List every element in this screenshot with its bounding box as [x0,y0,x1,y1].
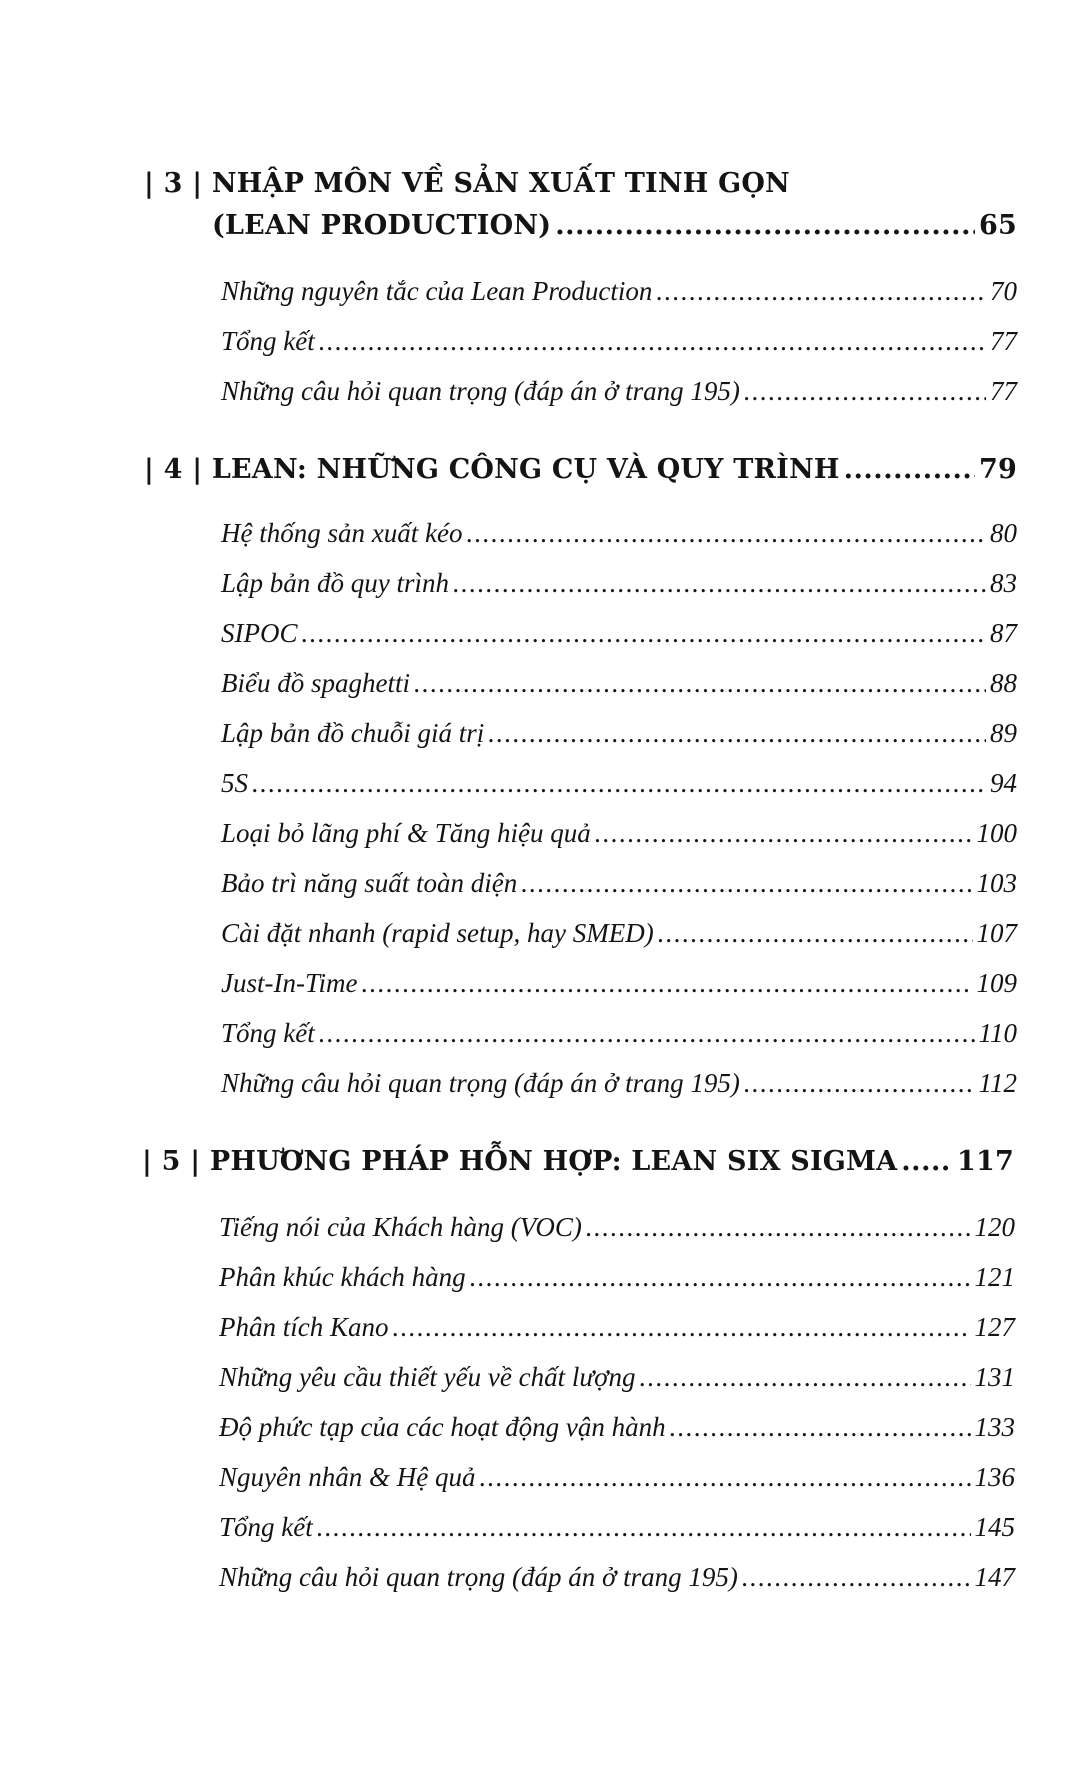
entry-label: Những câu hỏi quan trọng (đáp án ở trang 195) [221,1068,740,1098]
dot-leader [521,868,972,899]
toc-entry [221,276,1017,307]
toc-entry [221,518,1017,549]
dot-leader [555,210,975,241]
toc-entry [219,1312,1015,1343]
chapter-title: PHƯƠNG PHÁP HỖN HỢP: LEAN SIX SIGMA [209,1146,898,1177]
toc-entry [221,918,1017,949]
entry-label: Phân tích Kano [219,1312,389,1342]
chapter-heading [142,1146,1014,1177]
entry-label: Lập bản đồ chuỗi giá trị [221,718,485,748]
chapter-page-number: 79 [979,454,1017,485]
dot-leader [302,618,987,649]
entry-page-number: 109 [976,968,1017,998]
entry-page-number: 121 [974,1262,1015,1292]
dot-leader [586,1212,971,1243]
entry-label: 5S [221,768,248,798]
entry-label: Biểu đồ spaghetti [221,668,410,698]
entry-page-number: 87 [990,618,1017,648]
entry-label: Nguyên nhân & Hệ quả [219,1462,476,1492]
dot-leader [742,1562,971,1593]
dot-leader [317,1512,971,1543]
dot-leader [466,518,986,549]
dot-leader [488,718,986,749]
entry-page-number: 112 [978,1068,1017,1098]
dot-leader [901,1146,953,1177]
entry-label: Lập bản đồ quy trình [221,568,450,598]
entry-label: Những câu hỏi quan trọng (đáp án ở trang 195) [219,1562,738,1592]
toc-entry [221,868,1017,899]
entry-label: Những yêu cầu thiết yếu về chất lượng [219,1362,636,1392]
entry-page-number: 77 [990,376,1017,406]
toc-entry [221,1018,1017,1049]
chapter-heading [144,454,1017,485]
entry-page-number: 94 [990,768,1017,798]
dot-leader [670,1412,971,1443]
toc-entry [219,1562,1015,1593]
dot-leader [658,918,973,949]
chapter-title: NHẬP MÔN VỀ SẢN XUẤT TINH GỌN [211,168,790,199]
toc-entry [221,718,1017,749]
toc-entry [219,1212,1015,1243]
dot-leader [470,1262,971,1293]
dot-leader [639,1362,970,1393]
entry-label: Hệ thống sản xuất kéo [221,518,463,548]
entry-label: Tổng kết [219,1512,313,1542]
dot-leader [453,568,986,599]
dot-leader [393,1312,971,1343]
toc-entry [221,568,1017,599]
entry-page-number: 127 [974,1312,1015,1342]
entry-page-number: 88 [990,668,1017,698]
entry-page-number: 136 [974,1462,1015,1492]
dot-leader [744,376,986,407]
dot-leader [479,1462,970,1493]
entry-label: Những nguyên tắc của Lean Production [221,276,653,306]
entry-label: Tiếng nói của Khách hàng (VOC) [219,1212,582,1242]
dot-leader [844,454,975,485]
entry-label: Phân khúc khách hàng [219,1262,466,1292]
toc-entry [219,1512,1015,1543]
chapter-number: | 5 | [142,1146,201,1177]
toc-entry [219,1462,1015,1493]
toc-entry [221,376,1017,407]
entry-label: Loại bỏ lãng phí & Tăng hiệu quả [221,818,591,848]
entry-page-number: 120 [974,1212,1015,1242]
dot-leader [319,1018,975,1049]
entry-page-number: 145 [974,1512,1015,1542]
dot-leader [595,818,973,849]
toc-entry [219,1412,1015,1443]
entry-page-number: 70 [990,276,1017,306]
entry-label: Tổng kết [221,326,315,356]
entry-page-number: 133 [974,1412,1015,1442]
entry-page-number: 100 [976,818,1017,848]
entry-label: Những câu hỏi quan trọng (đáp án ở trang 195) [221,376,740,406]
chapter-number: | 3 | [144,168,203,199]
chapter-number: | 4 | [144,454,203,485]
toc-entry [221,768,1017,799]
dot-leader [656,276,986,307]
entry-page-number: 107 [976,918,1017,948]
dot-leader [252,768,986,799]
entry-label: Bảo trì năng suất toàn diện [221,868,518,898]
toc-entry [221,1068,1017,1099]
dot-leader [414,668,986,699]
entry-page-number: 103 [976,868,1017,898]
entry-page-number: 77 [990,326,1017,356]
toc-entry [219,1362,1015,1393]
toc-entry [221,818,1017,849]
entry-page-number: 83 [990,568,1017,598]
entry-page-number: 110 [978,1018,1017,1048]
entry-label: Độ phức tạp của các hoạt động vận hành [219,1412,666,1442]
dot-leader [319,326,986,357]
chapter-page-number: 65 [979,210,1017,241]
dot-leader [744,1068,975,1099]
entry-page-number: 89 [990,718,1017,748]
chapter-heading-continuation [212,210,1017,241]
chapter-title: LEAN: NHỮNG CÔNG CỤ VÀ QUY TRÌNH [211,454,840,485]
dot-leader [361,968,972,999]
entry-page-number: 131 [974,1362,1015,1392]
toc-entry [221,968,1017,999]
entry-label: Cài đặt nhanh (rapid setup, hay SMED) [221,918,654,948]
entry-label: Tổng kết [221,1018,315,1048]
toc-entry [219,1262,1015,1293]
toc-entry [221,326,1017,357]
toc-entry [221,668,1017,699]
chapter-heading [144,168,1004,199]
entry-label: Just-In-Time [221,968,358,998]
chapter-title-line2: (LEAN PRODUCTION) [212,210,552,241]
chapter-page-number: 117 [957,1146,1014,1177]
entry-page-number: 147 [974,1562,1015,1592]
toc-entry [221,618,1017,649]
entry-label: SIPOC [221,618,298,648]
entry-page-number: 80 [990,518,1017,548]
